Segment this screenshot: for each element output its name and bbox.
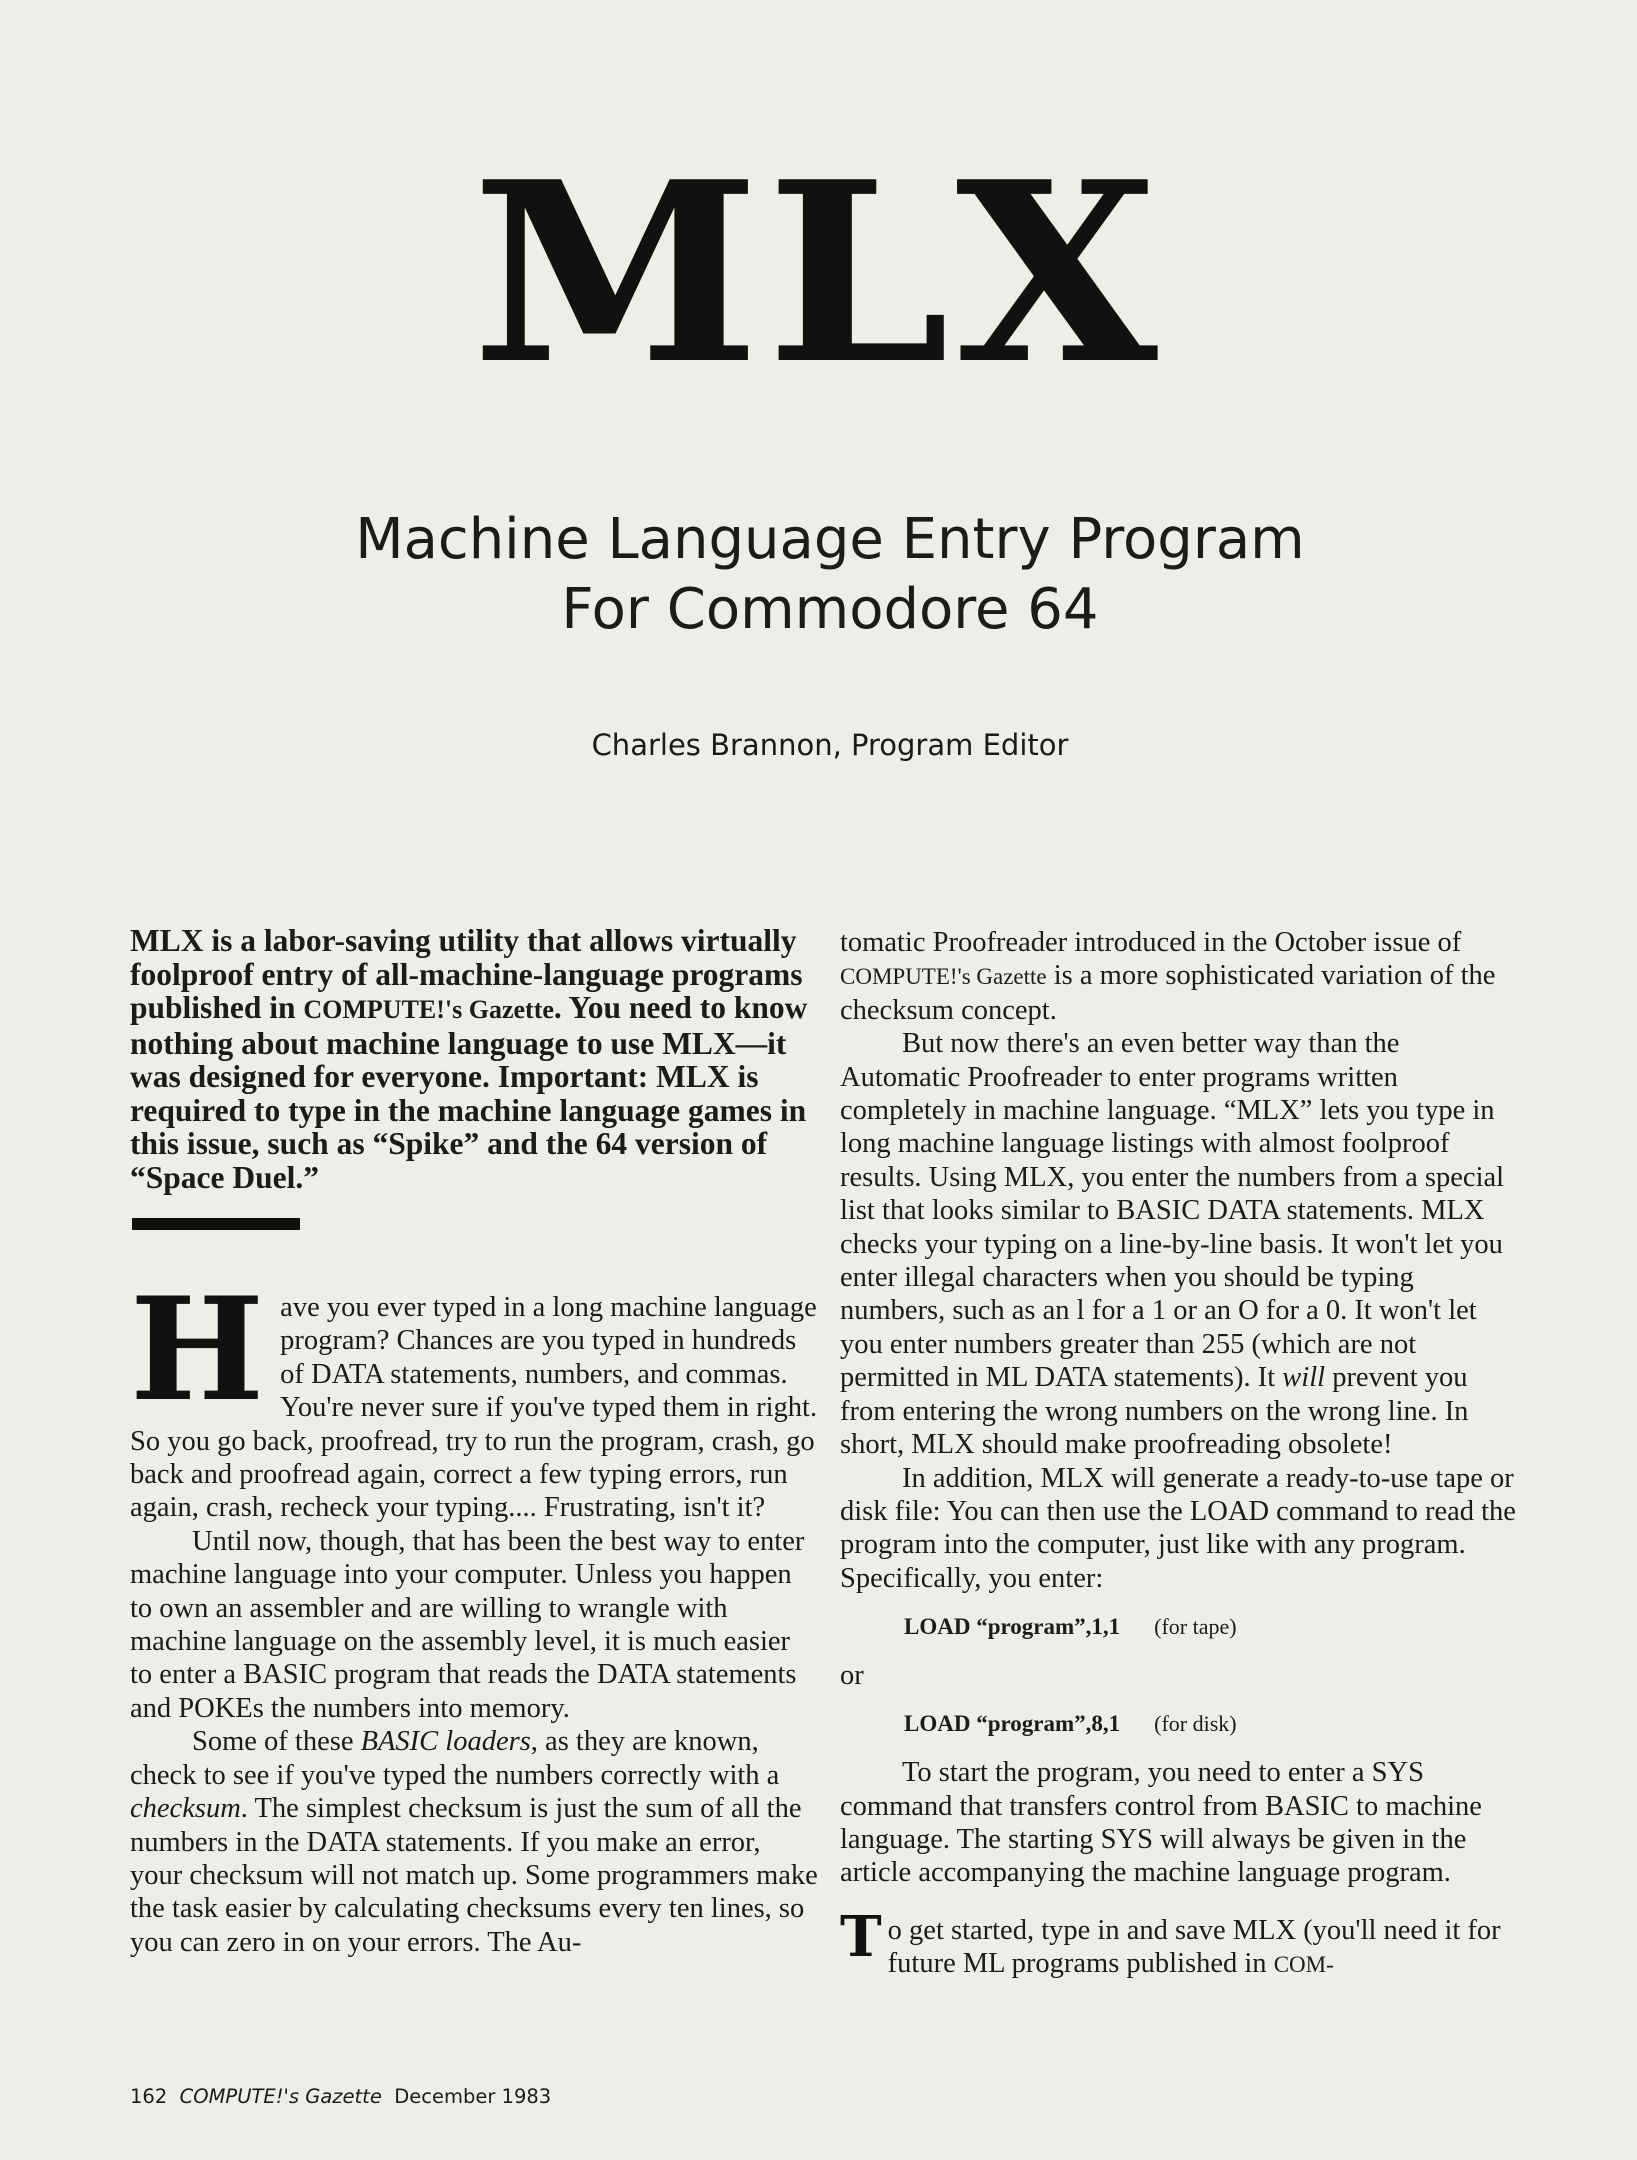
p3-text-b: , as they are known, check to see if you've typed the numbers correctly with a: [130, 1726, 780, 1791]
drop-cap: H: [130, 1267, 265, 1433]
subtitle-line-1: Machine Language Entry Program: [355, 507, 1305, 572]
p8-text: o get started, type in and save MLX (you'll need it for future ML programs published in: [887, 1914, 1501, 1980]
body-paragraph-6: In addition, MLX will generate a ready-to-use tape or disk file: You can then use the LOAD command to read the program into the computer, just like with any program. Specifically, you enter:: [840, 1462, 1516, 1594]
p3-emphasis-basic-loaders: BASIC loaders: [360, 1726, 531, 1758]
section-divider: [132, 1218, 300, 1230]
intro-text-2: . You need to know nothing about machine language to use MLX—it was designed for everyone. Important: MLX is required to type in the machine language games in this issue, such as “Spike” and the 64 version of “Space Duel.”: [130, 990, 808, 1195]
body-paragraph-5: [840, 1027, 1520, 1461]
page-number: 162: [130, 2085, 168, 2108]
body-paragraph-2: Until now, though, that has been the best way to enter machine language into your computer. Unless you happen to own an assembler and are willing to wrangle with machine language on the assembly level, it is much easier to enter a BASIC program that reads the DATA statements and POKEs the numbers into memory.: [130, 1525, 805, 1724]
footer-magazine: COMPUTE!'s Gazette: [179, 2085, 382, 2108]
code-line-disk: [904, 1709, 1520, 1739]
article-title: MLX: [471, 128, 1165, 419]
body-paragraph-7: To start the program, you need to enter a SYS command that transfers control from BASIC to machine language. The starting SYS will always be given in the article accompanying the machine language program.: [840, 1757, 1482, 1889]
body-paragraph-1: [130, 1267, 818, 1525]
p5-emphasis-will: will: [1282, 1362, 1326, 1394]
intro-paragraph: [130, 924, 818, 1194]
p3-text-c: . The simplest checksum is just the sum of all the numbers in the DATA statements. If you make an error, your checksum will not match up. Some programmers make the task easier by calculating checksums every ten lines, so you can zero in on your errors. The Au-: [130, 1793, 818, 1958]
load-note-disk: (for disk): [1154, 1711, 1237, 1737]
or-separator: or: [840, 1660, 864, 1692]
footer-date: December 1983: [394, 2085, 552, 2108]
page-footer: [130, 2085, 551, 2108]
body-paragraph-8: [840, 1903, 1520, 1982]
byline: Charles Brannon, Program Editor: [591, 728, 1069, 762]
load-command-tape: LOAD “program”,1,1: [904, 1614, 1121, 1640]
p4-magazine-name: COMPUTE!'s Gazette: [840, 964, 1047, 990]
p5-text-a: But now there's an even better way than the Automatic Proofreader to enter programs written completely in machine language. “MLX” lets you type in long machine language listings with almost foolproof results. Using MLX, you enter the numbers from a special list that looks similar to BASIC DATA statements. MLX checks your typing on a line-by-line basis. It won't let you enter illegal characters when you should be typing numbers, such as an l for a 1 or an O for a 0. It won't let you enter numbers greater than 255 (which are not permitted in ML DATA statements). It: [840, 1028, 1505, 1394]
body-paragraph-3: [130, 1725, 818, 1959]
p3-text-a: Some of these: [192, 1726, 361, 1758]
drop-cap-small: T: [840, 1903, 882, 1970]
right-column: [840, 926, 1520, 1982]
p8-smallcaps: COM-: [1273, 1952, 1334, 1978]
p3-emphasis-checksum: checksum: [130, 1793, 241, 1825]
load-note-tape: (for tape): [1154, 1614, 1237, 1640]
code-line-tape: [904, 1612, 1520, 1642]
article-subtitle: [200, 505, 1460, 645]
left-column: [130, 924, 818, 1959]
body-paragraph-1-text: ave you ever typed in a long machine language program? Chances are you typed in hundreds of DATA statements, numbers, and commas. You're never sure if you've typed them in right. So you go back, proofread, try to run the program, crash, go back and proofread again, correct a few typing errors, run again, crash, recheck your typing.... Frustrating, isn't it?: [130, 1292, 818, 1524]
subtitle-line-2: For Commodore 64: [561, 577, 1099, 642]
p4-text-b: is a more sophisticated variation of the checksum concept.: [840, 960, 1496, 1026]
body-paragraph-4: [840, 926, 1520, 1027]
p4-text-a: tomatic Proofreader introduced in the October issue of: [840, 927, 1462, 958]
p5-text-b: prevent you from entering the wrong numbers on the wrong line. In short, MLX should make proofreading obsolete!: [840, 1362, 1469, 1461]
load-command-disk: LOAD “program”,8,1: [904, 1711, 1121, 1737]
intro-magazine-name: COMPUTE!'s Gazette: [303, 995, 554, 1024]
intro-text-1: MLX is a labor-saving utility that allows virtually foolproof entry of all-machine-language programs published in: [130, 923, 803, 1025]
